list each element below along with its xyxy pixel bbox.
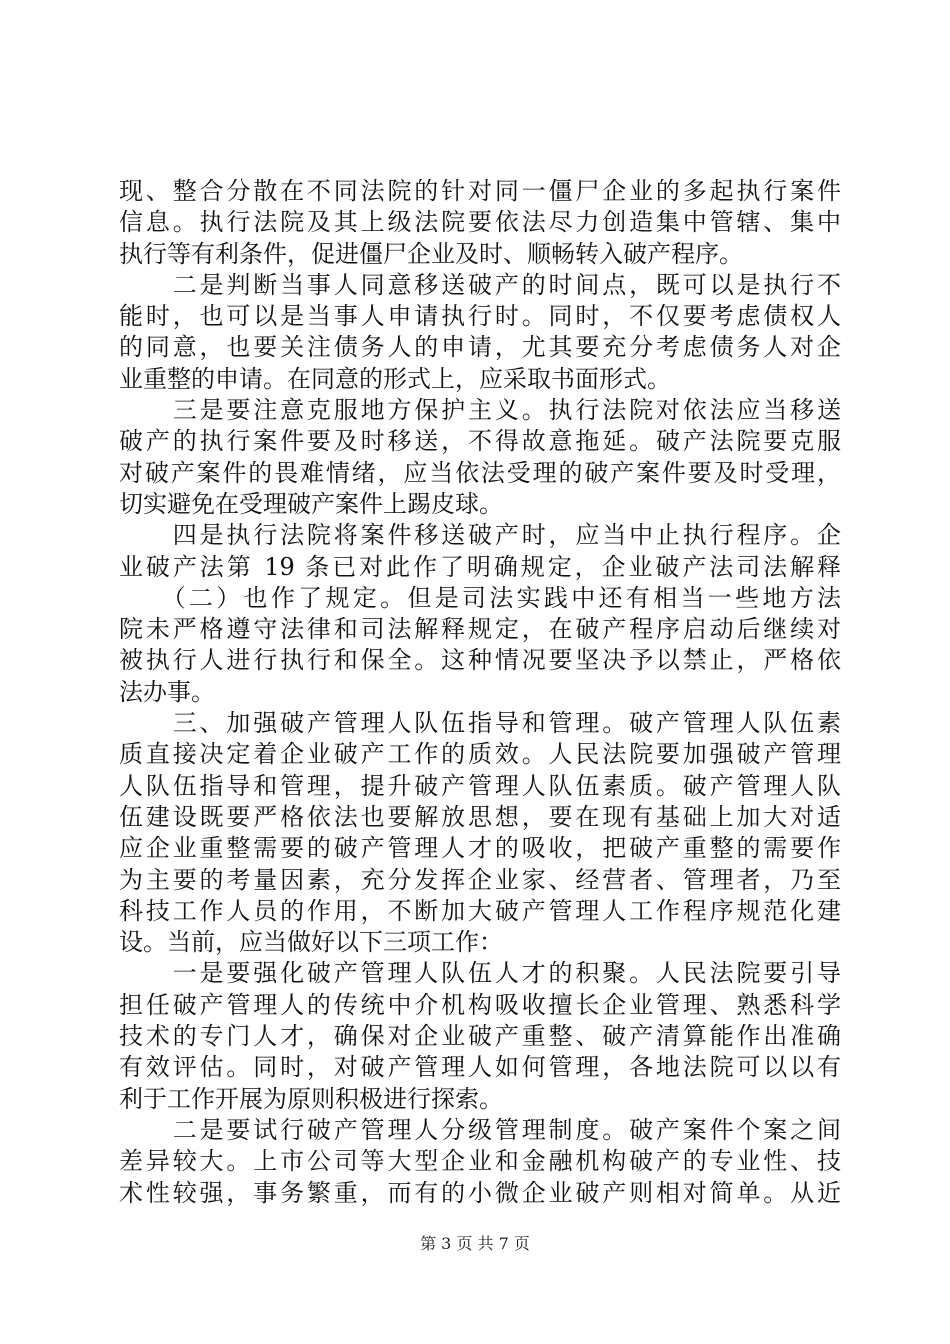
text-line: 差异较大。上市公司等大型企业和金融机构破产的专业性、技 <box>119 1147 841 1176</box>
text-line: 人队伍指导和管理，提升破产管理人队伍素质。破产管理人队 <box>119 771 841 800</box>
text-line: 二是判断当事人同意移送破产的时间点，既可以是执行不 <box>119 270 841 299</box>
text-line: 破产的执行案件要及时移送，不得故意拖延。破产法院要克服 <box>119 427 841 456</box>
text-line: 为主要的考量因素，充分发挥企业家、经营者、管理者，乃至 <box>119 865 841 894</box>
page-number-footer: 第 3 页 共 7 页 <box>420 1234 530 1253</box>
text-line: 执行等有利条件，促进僵尸企业及时、顺畅转入破产程序。 <box>119 239 743 268</box>
text-line: （二）也作了规定。但是司法实践中还有相当一些地方法 <box>119 583 841 612</box>
text-line: 质直接决定着企业破产工作的质效。人民法院要加强破产管理 <box>119 740 841 769</box>
text-line: 院未严格遵守法律和司法解释规定，在破产程序启动后继续对 <box>119 615 841 644</box>
text-line: 术性较强，事务繁重，而有的小微企业破产则相对简单。从近 <box>119 1178 841 1207</box>
text-line: 担任破产管理人的传统中介机构吸收擅长企业管理、熟悉科学 <box>119 990 841 1019</box>
text-line: 切实避免在受理破产案件上踢皮球。 <box>119 489 503 518</box>
text-line: 二是要试行破产管理人分级管理制度。破产案件个案之间 <box>119 1115 841 1144</box>
text-line: 伍建设既要严格依法也要解放思想，要在现有基础上加大对适 <box>119 802 841 831</box>
text-line: 对破产案件的畏难情绪，应当依法受理的破产案件要及时受理， <box>119 458 841 487</box>
text-line: 信息。执行法院及其上级法院要依法尽力创造集中管辖、集中 <box>119 208 841 237</box>
text-line: 应企业重整需要的破产管理人才的吸收，把破产重整的需要作 <box>119 834 841 863</box>
text-line: 法办事。 <box>119 677 215 706</box>
text-line: 现、整合分散在不同法院的针对同一僵尸企业的多起执行案件 <box>119 177 841 205</box>
text-line: 利于工作开展为原则积极进行探索。 <box>119 1084 503 1113</box>
document-body <box>119 176 841 1209</box>
text-line: 三、加强破产管理人队伍指导和管理。破产管理人队伍素 <box>119 709 841 738</box>
text-line: 的同意，也要关注债务人的申请，尤其要充分考虑债务人对企 <box>119 333 841 362</box>
text-line: 设。当前，应当做好以下三项工作： <box>119 928 503 957</box>
text-line: 业破产法第 19 条已对此作了明确规定，企业破产法司法解释 <box>119 552 841 581</box>
text-line: 能时，也可以是当事人申请执行时。同时，不仅要考虑债权人 <box>119 302 841 331</box>
text-line: 科技工作人员的作用，不断加大破产管理人工作程序规范化建 <box>119 896 841 925</box>
text-line: 技术的专门人才，确保对企业破产重整、破产清算能作出准确 <box>119 1022 841 1051</box>
text-line: 四是执行法院将案件移送破产时，应当中止执行程序。企 <box>119 521 841 550</box>
text-line: 被执行人进行执行和保全。这种情况要坚决予以禁止，严格依 <box>119 646 841 675</box>
text-line: 一是要强化破产管理人队伍人才的积聚。人民法院要引导 <box>119 959 841 988</box>
text-line: 三是要注意克服地方保护主义。执行法院对依法应当移送 <box>119 396 841 425</box>
text-line: 业重整的申请。在同意的形式上，应采取书面形式。 <box>119 364 671 393</box>
text-line: 有效评估。同时，对破产管理人如何管理，各地法院可以以有 <box>119 1053 841 1082</box>
